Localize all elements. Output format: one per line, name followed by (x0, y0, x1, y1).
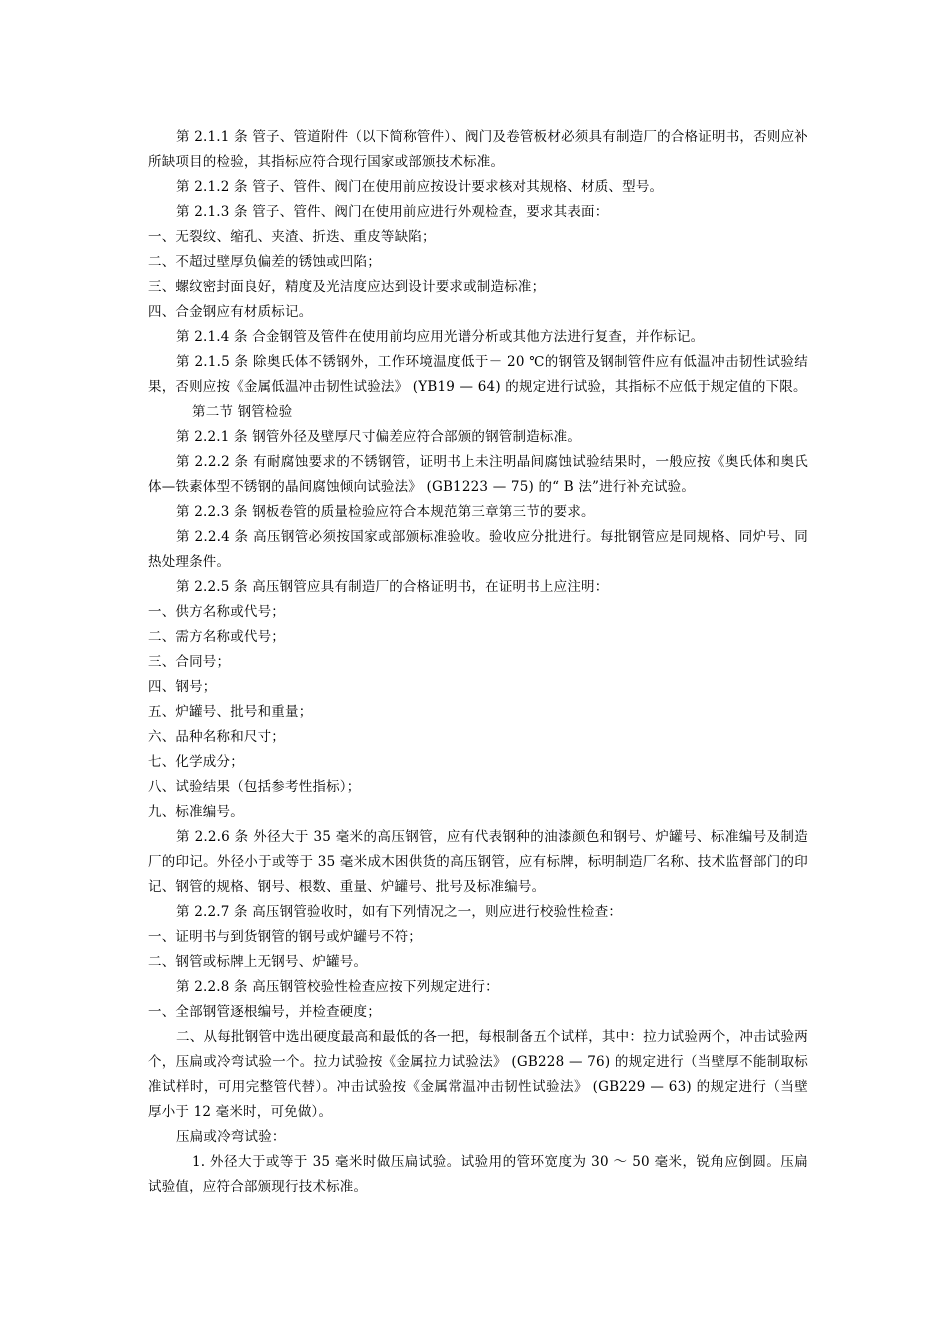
list-item: 一、全部钢管逐根编号，并检查硬度； (148, 1004, 381, 1020)
clause-2-2-1: 第 2.2.1 条 钢管外径及壁厚尺寸偏差应符合部颁的钢管制造标准。 (176, 429, 582, 445)
clause-2-2-3: 第 2.2.3 条 钢板卷管的质量检验应符合本规范第三章第三节的要求。 (176, 504, 595, 520)
clause-2-2-2: 第 2.2.2 条 有耐腐蚀要求的不锈钢管，证明书上未注明晶间腐蚀试验结果时，一般应按《奥氏体和奥氏体—铁素体型不锈钢的晶间腐蚀倾向试验法》 (GB1223 — 75) 的“ B 法”进行补充试验。 (148, 454, 808, 495)
clause-2-2-4: 第 2.2.4 条 高压钢管必须按国家或部颁标准验收。验收应分批进行。每批钢管应是同规格、同炉号、同热处理条件。 (148, 529, 808, 570)
list-item: 七、化学成分； (148, 754, 244, 770)
clause-2-1-5: 第 2.1.5 条 除奥氏体不锈钢外，工作环境温度低于－ 20 ℃的钢管及钢制管件应有低温冲击韧性试验结果，否则应按《金属低温冲击韧性试验法》 (YB19 — 64) 的规定进行试验，其指标不应低于规定值的下限。 (148, 354, 808, 395)
document-body (148, 125, 808, 1200)
clause-2-2-8: 第 2.2.8 条 高压钢管校验性检查应按下列规定进行： (176, 979, 499, 995)
list-item: 二、钢管或标牌上无钢号、炉罐号。 (148, 954, 368, 970)
list-item: 八、试验结果（包括参考性指标）； (148, 779, 361, 795)
clause-2-2-5: 第 2.2.5 条 高压钢管应具有制造厂的合格证明书，在证明书上应注明： (176, 579, 609, 595)
list-item: 一、证明书与到货钢管的钢号或炉罐号不符； (148, 929, 422, 945)
list-item: 五、炉罐号、批号和重量； (148, 704, 313, 720)
list-item: 一、无裂纹、缩孔、夹渣、折迭、重皮等缺陷； (148, 229, 436, 245)
list-item: 三、合同号； (148, 654, 231, 670)
list-item: 二、不超过壁厚负偏差的锈蚀或凹陷； (148, 254, 381, 270)
list-item: 四、合金钢应有材质标记。 (148, 304, 313, 320)
sub-heading: 压扁或冷弯试验： (176, 1129, 286, 1145)
list-item: 一、供方名称或代号； (148, 604, 285, 620)
list-item: 四、钢号； (148, 679, 217, 695)
list-item: 二、需方名称或代号； (148, 629, 285, 645)
list-item-long: 二、从每批钢管中选出硬度最高和最低的各一把，每根制备五个试样，其中：拉力试验两个，冲击试验两个，压扁或冷弯试验一个。拉力试验按《金属拉力试验法》 (GB228 — 76) 的规定进行（当壁厚不能制取标准试样时，可用完整管代替）。冲击试验按《金属常温冲击韧性试验法》 (GB229 — 63) 的规定进行（当壁厚小于 12 毫米时，可免做）。 (148, 1029, 808, 1120)
clause-2-1-2: 第 2.1.2 条 管子、管件、阀门在使用前应按设计要求核对其规格、材质、型号。 (176, 179, 664, 195)
sub-clause: 1. 外径大于或等于 35 毫米时做压扁试验。试验用的管环宽度为 30 ～ 50 毫米，锐角应倒圆。压扁试验值，应符合部颁现行技术标准。 (148, 1154, 808, 1195)
clause-2-2-6: 第 2.2.6 条 外径大于 35 毫米的高压钢管，应有代表钢种的油漆颜色和钢号、炉罐号、标准编号及制造厂的印记。外径小于或等于 35 毫米成木困供货的高压钢管，应有标牌，标明制造厂名称、技术监督部门的印记、钢管的规格、钢号、根数、重量、炉罐号、批号及标准编号。 (148, 829, 808, 895)
list-item: 六、品种名称和尺寸； (148, 729, 285, 745)
clause-2-1-1: 第 2.1.1 条 管子、管道附件（以下简称管件）、阀门及卷管板材必须具有制造厂的合格证明书，否则应补所缺项目的检验，其指标应符合现行国家或部颁技术标准。 (148, 129, 808, 170)
clause-2-1-3: 第 2.1.3 条 管子、管件、阀门在使用前应进行外观检查，要求其表面： (176, 204, 609, 220)
list-item: 三、螺纹密封面良好，精度及光洁度应达到设计要求或制造标准； (148, 279, 546, 295)
clause-2-2-7: 第 2.2.7 条 高压钢管验收时，如有下列情况之一，则应进行校验性检查： (176, 904, 623, 920)
list-item: 九、标准编号。 (148, 804, 244, 820)
section-heading: 第二节 钢管检验 (192, 404, 293, 420)
clause-2-1-4: 第 2.1.4 条 合金钢管及管件在使用前均应用光谱分析或其他方法进行复查，并作标记。 (176, 329, 705, 345)
